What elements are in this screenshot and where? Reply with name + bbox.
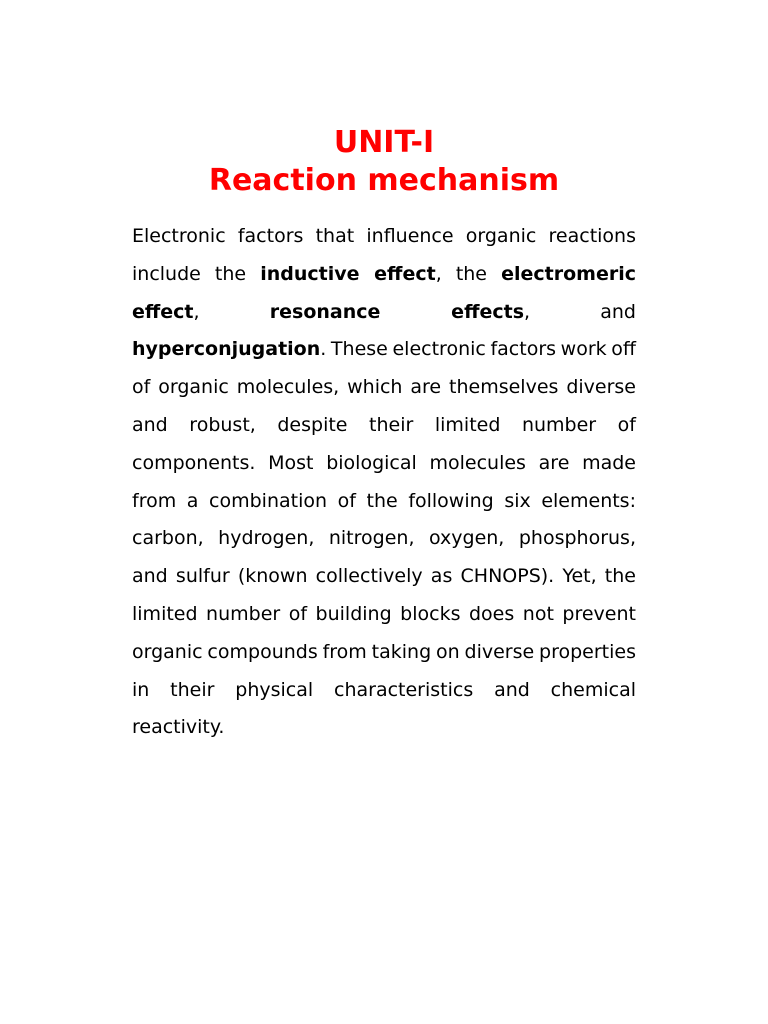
- unit-heading: UNIT-I: [333, 125, 435, 160]
- term-inductive-effect: inductive effect: [260, 262, 436, 285]
- body-paragraph: [132, 218, 636, 747]
- term-hyperconjugation: hyperconjugation: [132, 338, 321, 361]
- paragraph-intro: Electronic factors that influence organic reactions include the: [132, 225, 636, 285]
- title-block: [132, 124, 636, 200]
- term-resonance-effects: resonance effects: [269, 300, 524, 323]
- term-electromeric-effect: electromeric effect: [132, 262, 636, 323]
- paragraph-separator: ,: [193, 300, 200, 323]
- paragraph-separator: , and: [524, 300, 636, 323]
- paragraph-body: . These electronic factors work off of organic molecules, which are themselves diverse and robust, despite their limited number of components. Most biological molecules are made from a combination of the following six elements: carbon, hydrogen, nitrogen, oxygen, phosphorus, and sulfur (known collectively as CHNOPS). Yet, the limited number of building blocks does not prevent organic compounds from taking on diverse properties in their physical characteristics and chemical reactivity.: [132, 338, 637, 739]
- topic-heading: Reaction mechanism: [208, 163, 560, 198]
- paragraph-separator: , the: [435, 262, 487, 285]
